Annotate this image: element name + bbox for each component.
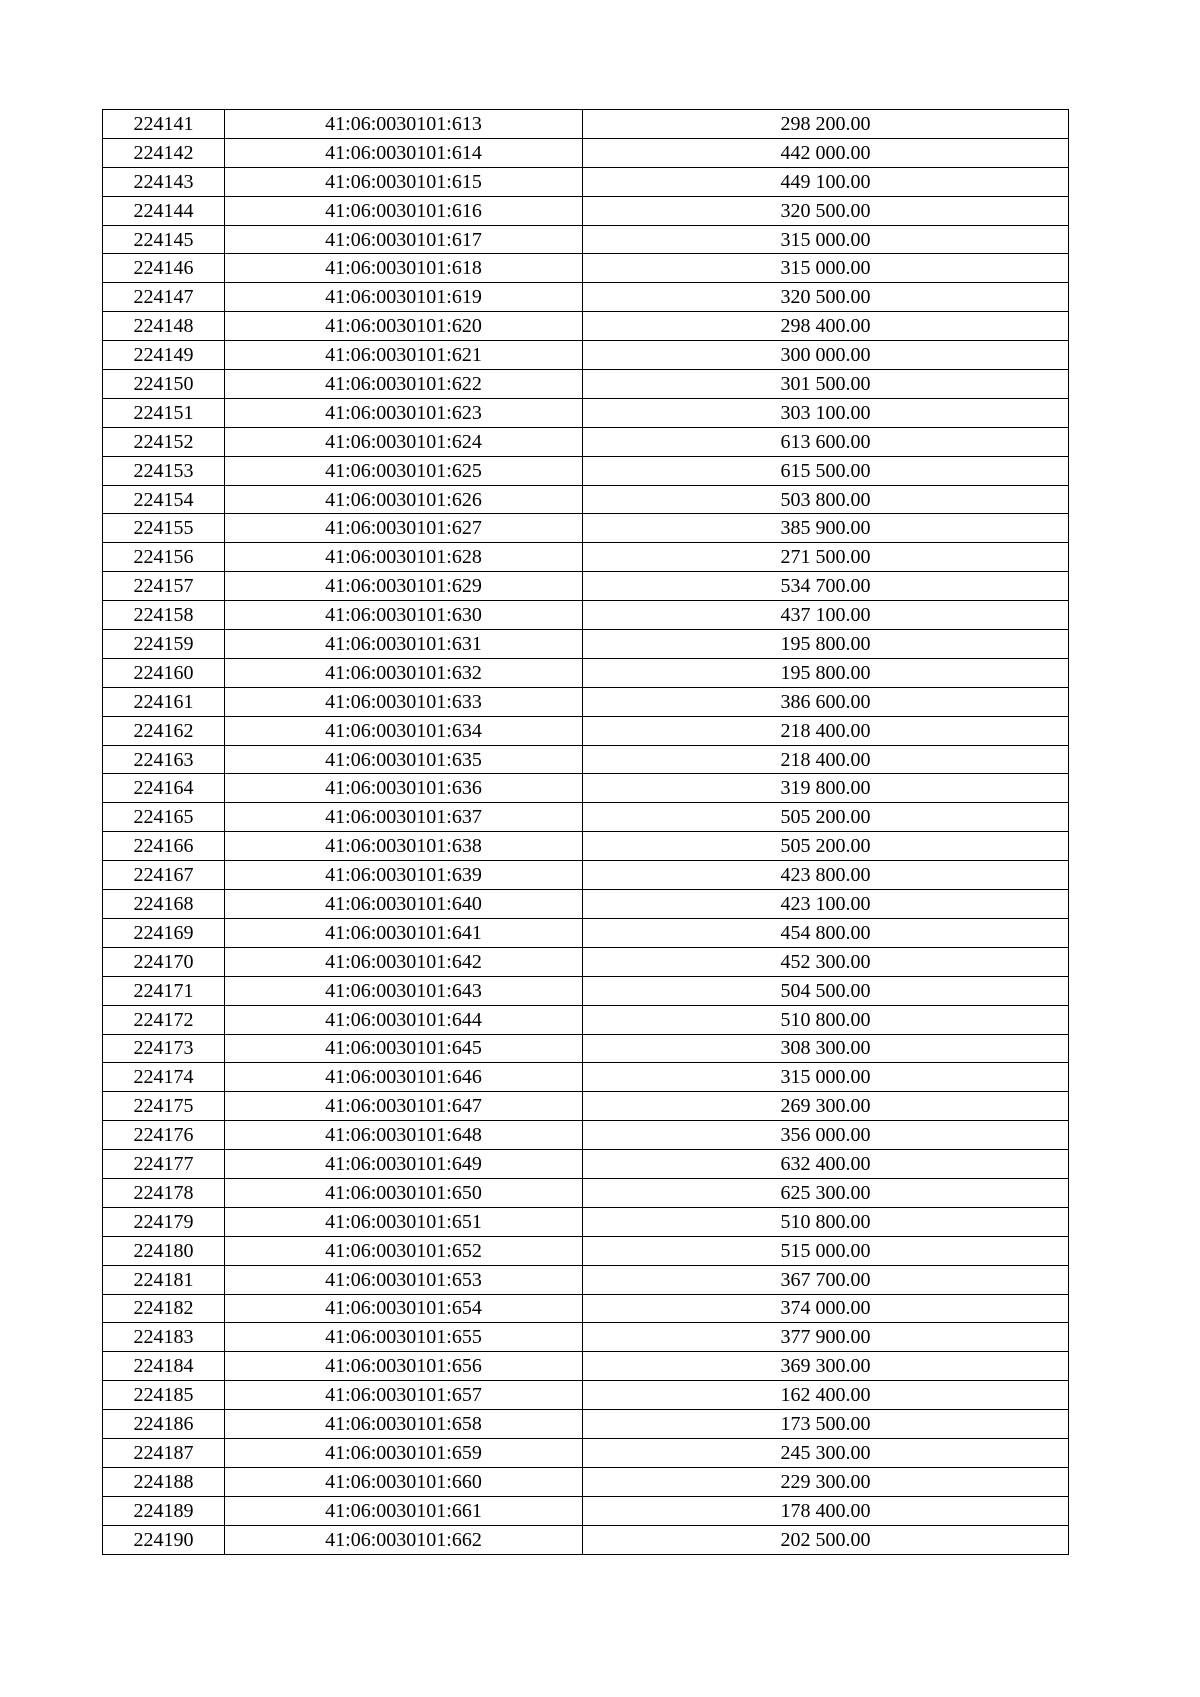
row-number-cell: 224169: [103, 918, 225, 947]
row-number-cell: 224147: [103, 283, 225, 312]
cadastral-value-cell: 269 300.00: [583, 1092, 1069, 1121]
cadastral-number-cell: 41:06:0030101:618: [225, 254, 583, 283]
table-row: [103, 1034, 1069, 1063]
cadastral-value-cell: 385 900.00: [583, 514, 1069, 543]
table-row: [103, 1207, 1069, 1236]
table-row: [103, 1150, 1069, 1179]
cadastral-value-cell: 503 800.00: [583, 485, 1069, 514]
row-number-cell: 224141: [103, 110, 225, 139]
cadastral-value-cell: 308 300.00: [583, 1034, 1069, 1063]
cadastral-number-cell: 41:06:0030101:657: [225, 1381, 583, 1410]
cadastral-value-cell: 320 500.00: [583, 283, 1069, 312]
cadastral-number-cell: 41:06:0030101:660: [225, 1467, 583, 1496]
cadastral-number-cell: 41:06:0030101:633: [225, 687, 583, 716]
cadastral-number-cell: 41:06:0030101:624: [225, 427, 583, 456]
cadastral-value-cell: 315 000.00: [583, 254, 1069, 283]
cadastral-number-cell: 41:06:0030101:638: [225, 832, 583, 861]
table-row: [103, 138, 1069, 167]
row-number-cell: 224143: [103, 167, 225, 196]
row-number-cell: 224188: [103, 1467, 225, 1496]
table-row: [103, 370, 1069, 399]
cadastral-value-cell: 300 000.00: [583, 341, 1069, 370]
table-row: [103, 861, 1069, 890]
cadastral-number-cell: 41:06:0030101:659: [225, 1438, 583, 1467]
table-row: [103, 687, 1069, 716]
cadastral-number-cell: 41:06:0030101:645: [225, 1034, 583, 1063]
cadastral-value-cell: 298 200.00: [583, 110, 1069, 139]
row-number-cell: 224187: [103, 1438, 225, 1467]
row-number-cell: 224146: [103, 254, 225, 283]
row-number-cell: 224176: [103, 1121, 225, 1150]
cadastral-number-cell: 41:06:0030101:617: [225, 225, 583, 254]
cadastral-value-cell: 437 100.00: [583, 601, 1069, 630]
row-number-cell: 224183: [103, 1323, 225, 1352]
row-number-cell: 224173: [103, 1034, 225, 1063]
row-number-cell: 224150: [103, 370, 225, 399]
cadastral-value-cell: 303 100.00: [583, 398, 1069, 427]
cadastral-value-cell: 505 200.00: [583, 803, 1069, 832]
row-number-cell: 224148: [103, 312, 225, 341]
row-number-cell: 224158: [103, 601, 225, 630]
cadastral-number-cell: 41:06:0030101:646: [225, 1063, 583, 1092]
table-row: [103, 398, 1069, 427]
table-row: [103, 167, 1069, 196]
cadastral-number-cell: 41:06:0030101:635: [225, 745, 583, 774]
cadastral-number-cell: 41:06:0030101:654: [225, 1294, 583, 1323]
cadastral-value-cell: 271 500.00: [583, 543, 1069, 572]
cadastral-value-cell: 195 800.00: [583, 630, 1069, 659]
cadastral-value-cell: 452 300.00: [583, 947, 1069, 976]
cadastral-value-cell: 423 100.00: [583, 890, 1069, 919]
cadastral-number-cell: 41:06:0030101:640: [225, 890, 583, 919]
row-number-cell: 224160: [103, 658, 225, 687]
cadastral-number-cell: 41:06:0030101:656: [225, 1352, 583, 1381]
row-number-cell: 224151: [103, 398, 225, 427]
cadastral-value-cell: 615 500.00: [583, 456, 1069, 485]
row-number-cell: 224174: [103, 1063, 225, 1092]
table-row: [103, 283, 1069, 312]
row-number-cell: 224179: [103, 1207, 225, 1236]
cadastral-number-cell: 41:06:0030101:614: [225, 138, 583, 167]
table-row: [103, 110, 1069, 139]
table-row: [103, 1496, 1069, 1525]
row-number-cell: 224189: [103, 1496, 225, 1525]
cadastral-value-cell: 613 600.00: [583, 427, 1069, 456]
cadastral-value-cell: 315 000.00: [583, 1063, 1069, 1092]
cadastral-number-cell: 41:06:0030101:652: [225, 1236, 583, 1265]
cadastral-value-cell: 178 400.00: [583, 1496, 1069, 1525]
table-row: [103, 947, 1069, 976]
row-number-cell: 224180: [103, 1236, 225, 1265]
row-number-cell: 224186: [103, 1410, 225, 1439]
cadastral-value-cell: 301 500.00: [583, 370, 1069, 399]
cadastral-number-cell: 41:06:0030101:636: [225, 774, 583, 803]
table-row: [103, 1467, 1069, 1496]
cadastral-value-cell: 369 300.00: [583, 1352, 1069, 1381]
cadastral-value-cell: 632 400.00: [583, 1150, 1069, 1179]
cadastral-number-cell: 41:06:0030101:630: [225, 601, 583, 630]
cadastral-number-cell: 41:06:0030101:622: [225, 370, 583, 399]
row-number-cell: 224172: [103, 1005, 225, 1034]
cadastral-value-cell: 298 400.00: [583, 312, 1069, 341]
table-row: [103, 976, 1069, 1005]
row-number-cell: 224162: [103, 716, 225, 745]
cadastral-number-cell: 41:06:0030101:649: [225, 1150, 583, 1179]
row-number-cell: 224185: [103, 1381, 225, 1410]
row-number-cell: 224175: [103, 1092, 225, 1121]
table-row: [103, 890, 1069, 919]
cadastral-value-cell: 195 800.00: [583, 658, 1069, 687]
table-row: [103, 601, 1069, 630]
table-row: [103, 1410, 1069, 1439]
row-number-cell: 224167: [103, 861, 225, 890]
cadastral-number-cell: 41:06:0030101:655: [225, 1323, 583, 1352]
cadastral-value-cell: 319 800.00: [583, 774, 1069, 803]
row-number-cell: 224145: [103, 225, 225, 254]
table-row: [103, 803, 1069, 832]
row-number-cell: 224153: [103, 456, 225, 485]
cadastral-number-cell: 41:06:0030101:634: [225, 716, 583, 745]
cadastral-value-cell: 515 000.00: [583, 1236, 1069, 1265]
cadastral-value-cell: 218 400.00: [583, 745, 1069, 774]
row-number-cell: 224144: [103, 196, 225, 225]
row-number-cell: 224182: [103, 1294, 225, 1323]
table-row: [103, 485, 1069, 514]
cadastral-number-cell: 41:06:0030101:621: [225, 341, 583, 370]
row-number-cell: 224171: [103, 976, 225, 1005]
table-row: [103, 196, 1069, 225]
table-row: [103, 1063, 1069, 1092]
table-row: [103, 1178, 1069, 1207]
cadastral-number-cell: 41:06:0030101:637: [225, 803, 583, 832]
cadastral-number-cell: 41:06:0030101:632: [225, 658, 583, 687]
table-row: [103, 341, 1069, 370]
table-row: [103, 832, 1069, 861]
table-row: [103, 774, 1069, 803]
cadastral-value-table: [102, 109, 1069, 1555]
row-number-cell: 224168: [103, 890, 225, 919]
cadastral-number-cell: 41:06:0030101:626: [225, 485, 583, 514]
cadastral-number-cell: 41:06:0030101:620: [225, 312, 583, 341]
table-row: [103, 312, 1069, 341]
table-row: [103, 658, 1069, 687]
cadastral-number-cell: 41:06:0030101:627: [225, 514, 583, 543]
cadastral-number-cell: 41:06:0030101:616: [225, 196, 583, 225]
cadastral-number-cell: 41:06:0030101:643: [225, 976, 583, 1005]
table-row: [103, 1438, 1069, 1467]
cadastral-value-cell: 173 500.00: [583, 1410, 1069, 1439]
cadastral-value-cell: 625 300.00: [583, 1178, 1069, 1207]
table-row: [103, 1092, 1069, 1121]
row-number-cell: 224163: [103, 745, 225, 774]
cadastral-number-cell: 41:06:0030101:639: [225, 861, 583, 890]
cadastral-number-cell: 41:06:0030101:653: [225, 1265, 583, 1294]
cadastral-value-cell: 162 400.00: [583, 1381, 1069, 1410]
row-number-cell: 224142: [103, 138, 225, 167]
cadastral-number-cell: 41:06:0030101:661: [225, 1496, 583, 1525]
row-number-cell: 224159: [103, 630, 225, 659]
table-row: [103, 716, 1069, 745]
row-number-cell: 224157: [103, 572, 225, 601]
cadastral-value-cell: 218 400.00: [583, 716, 1069, 745]
table-row: [103, 1381, 1069, 1410]
cadastral-number-cell: 41:06:0030101:623: [225, 398, 583, 427]
table-row: [103, 456, 1069, 485]
cadastral-value-cell: 504 500.00: [583, 976, 1069, 1005]
row-number-cell: 224165: [103, 803, 225, 832]
cadastral-value-cell: 315 000.00: [583, 225, 1069, 254]
table-row: [103, 1265, 1069, 1294]
cadastral-value-cell: 386 600.00: [583, 687, 1069, 716]
row-number-cell: 224161: [103, 687, 225, 716]
table-row: [103, 918, 1069, 947]
row-number-cell: 224149: [103, 341, 225, 370]
cadastral-value-cell: 454 800.00: [583, 918, 1069, 947]
row-number-cell: 224181: [103, 1265, 225, 1294]
table-row: [103, 427, 1069, 456]
row-number-cell: 224152: [103, 427, 225, 456]
cadastral-value-cell: 320 500.00: [583, 196, 1069, 225]
cadastral-value-cell: 510 800.00: [583, 1207, 1069, 1236]
row-number-cell: 224155: [103, 514, 225, 543]
cadastral-number-cell: 41:06:0030101:658: [225, 1410, 583, 1439]
cadastral-number-cell: 41:06:0030101:647: [225, 1092, 583, 1121]
cadastral-number-cell: 41:06:0030101:628: [225, 543, 583, 572]
row-number-cell: 224154: [103, 485, 225, 514]
cadastral-number-cell: 41:06:0030101:625: [225, 456, 583, 485]
table-row: [103, 572, 1069, 601]
cadastral-number-cell: 41:06:0030101:650: [225, 1178, 583, 1207]
row-number-cell: 224184: [103, 1352, 225, 1381]
table-row: [103, 1294, 1069, 1323]
table-row: [103, 1236, 1069, 1265]
table-row: [103, 745, 1069, 774]
cadastral-value-cell: 377 900.00: [583, 1323, 1069, 1352]
cadastral-value-cell: 510 800.00: [583, 1005, 1069, 1034]
cadastral-number-cell: 41:06:0030101:619: [225, 283, 583, 312]
table-row: [103, 1121, 1069, 1150]
table-row: [103, 1323, 1069, 1352]
row-number-cell: 224177: [103, 1150, 225, 1179]
cadastral-number-cell: 41:06:0030101:648: [225, 1121, 583, 1150]
cadastral-number-cell: 41:06:0030101:613: [225, 110, 583, 139]
cadastral-number-cell: 41:06:0030101:615: [225, 167, 583, 196]
table-row: [103, 543, 1069, 572]
cadastral-value-cell: 442 000.00: [583, 138, 1069, 167]
table-row: [103, 254, 1069, 283]
table-body: [103, 110, 1069, 1555]
cadastral-value-cell: 423 800.00: [583, 861, 1069, 890]
cadastral-value-cell: 367 700.00: [583, 1265, 1069, 1294]
cadastral-number-cell: 41:06:0030101:662: [225, 1525, 583, 1554]
cadastral-number-cell: 41:06:0030101:642: [225, 947, 583, 976]
row-number-cell: 224178: [103, 1178, 225, 1207]
cadastral-value-cell: 534 700.00: [583, 572, 1069, 601]
cadastral-number-cell: 41:06:0030101:629: [225, 572, 583, 601]
row-number-cell: 224166: [103, 832, 225, 861]
row-number-cell: 224156: [103, 543, 225, 572]
cadastral-value-cell: 356 000.00: [583, 1121, 1069, 1150]
table-row: [103, 1525, 1069, 1554]
row-number-cell: 224164: [103, 774, 225, 803]
table-row: [103, 514, 1069, 543]
cadastral-number-cell: 41:06:0030101:651: [225, 1207, 583, 1236]
cadastral-value-cell: 505 200.00: [583, 832, 1069, 861]
cadastral-value-cell: 449 100.00: [583, 167, 1069, 196]
cadastral-value-cell: 245 300.00: [583, 1438, 1069, 1467]
cadastral-value-cell: 229 300.00: [583, 1467, 1069, 1496]
cadastral-value-cell: 202 500.00: [583, 1525, 1069, 1554]
cadastral-number-cell: 41:06:0030101:641: [225, 918, 583, 947]
row-number-cell: 224190: [103, 1525, 225, 1554]
table-row: [103, 1005, 1069, 1034]
cadastral-number-cell: 41:06:0030101:644: [225, 1005, 583, 1034]
cadastral-number-cell: 41:06:0030101:631: [225, 630, 583, 659]
table-row: [103, 630, 1069, 659]
table-row: [103, 1352, 1069, 1381]
cadastral-value-cell: 374 000.00: [583, 1294, 1069, 1323]
table-row: [103, 225, 1069, 254]
row-number-cell: 224170: [103, 947, 225, 976]
